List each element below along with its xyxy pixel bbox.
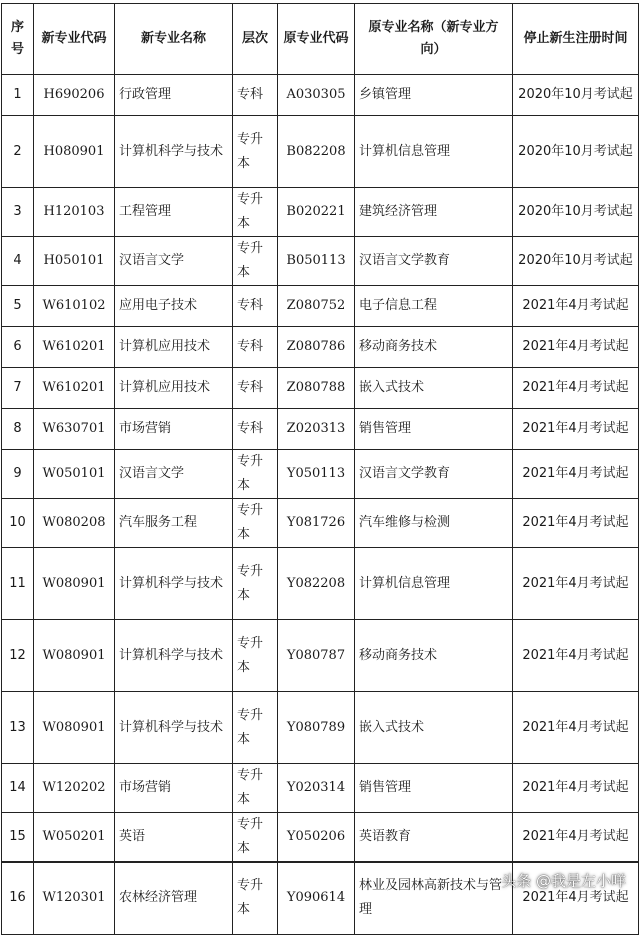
cell-old-code: B020221 [278,188,355,237]
cell-stop-time: 2021年4月考试起 [513,286,639,327]
cell-old-code: Z080786 [278,327,355,368]
cell-old-name: 汽车维修与检测 [355,499,513,548]
cell-new-code: H690206 [34,75,115,116]
cell-index: 10 [2,499,34,548]
cell-level: 专升本 [233,450,278,499]
table-row [2,450,639,499]
cell-index: 6 [2,327,34,368]
cell-new-name: 工程管理 [115,188,233,237]
header-index: 序号 [2,4,34,75]
cell-index: 11 [2,548,34,620]
cell-index: 14 [2,764,34,813]
cell-stop-time: 2021年4月考试起 [513,327,639,368]
cell-level: 专升本 [233,620,278,692]
table-row [2,409,639,450]
header-old-name: 原专业名称（新专业方向） [355,4,513,75]
cell-level: 专升本 [233,116,278,188]
cell-stop-time: 2021年4月考试起 [513,368,639,409]
cell-level: 专升本 [233,188,278,237]
cell-new-code: W050201 [34,813,115,863]
table-header [2,4,639,75]
cell-new-name: 计算机科学与技术 [115,692,233,764]
cell-new-code: W610201 [34,368,115,409]
cell-new-name: 计算机科学与技术 [115,116,233,188]
cell-new-name: 应用电子技术 [115,286,233,327]
cell-level: 专升本 [233,813,278,863]
cell-old-name: 销售管理 [355,409,513,450]
cell-level: 专升本 [233,499,278,548]
table-row [2,499,639,548]
cell-stop-time: 2021年4月考试起 [513,862,639,934]
cell-old-code: Y080787 [278,620,355,692]
cell-index: 1 [2,75,34,116]
cell-stop-time: 2021年4月考试起 [513,620,639,692]
cell-new-name: 市场营销 [115,764,233,813]
table-row [2,75,639,116]
cell-old-name: 乡镇管理 [355,75,513,116]
cell-old-code: A030305 [278,75,355,116]
cell-stop-time: 2021年4月考试起 [513,692,639,764]
cell-new-code: W080901 [34,548,115,620]
cell-old-code: Y050206 [278,813,355,863]
cell-new-name: 计算机应用技术 [115,327,233,368]
cell-level: 专科 [233,327,278,368]
header-new-name: 新专业名称 [115,4,233,75]
table-row [2,764,639,813]
cell-old-name: 销售管理 [355,764,513,813]
cell-new-code: W050101 [34,450,115,499]
header-new-code: 新专业代码 [34,4,115,75]
table-row [2,327,639,368]
cell-level: 专升本 [233,237,278,286]
cell-new-code: H120103 [34,188,115,237]
cell-new-name: 农林经济管理 [115,862,233,934]
cell-stop-time: 2021年4月考试起 [513,499,639,548]
cell-index: 9 [2,450,34,499]
cell-old-code: Z080788 [278,368,355,409]
cell-old-code: B050113 [278,237,355,286]
cell-new-name: 行政管理 [115,75,233,116]
cell-new-code: W080208 [34,499,115,548]
cell-old-name: 林业及园林高新技术与管理 [355,862,513,934]
cell-level: 专升本 [233,548,278,620]
cell-stop-time: 2020年10月考试起 [513,188,639,237]
cell-stop-time: 2020年10月考试起 [513,237,639,286]
cell-index: 15 [2,813,34,863]
cell-stop-time: 2020年10月考试起 [513,75,639,116]
cell-index: 7 [2,368,34,409]
cell-new-name: 汽车服务工程 [115,499,233,548]
cell-old-name: 嵌入式技术 [355,368,513,409]
cell-index: 16 [2,862,34,934]
table-row [2,548,639,620]
cell-new-code: W120202 [34,764,115,813]
cell-stop-time: 2020年10月考试起 [513,116,639,188]
cell-index: 8 [2,409,34,450]
header-old-code: 原专业代码 [278,4,355,75]
cell-stop-time: 2021年4月考试起 [513,764,639,813]
cell-old-code: Z020313 [278,409,355,450]
cell-new-code: W610201 [34,327,115,368]
cell-old-name: 计算机信息管理 [355,116,513,188]
cell-stop-time: 2021年4月考试起 [513,450,639,499]
cell-old-code: Y081726 [278,499,355,548]
cell-old-name: 移动商务技术 [355,620,513,692]
table-row [2,188,639,237]
cell-old-code: Y020314 [278,764,355,813]
header-level: 层次 [233,4,278,75]
cell-old-name: 嵌入式技术 [355,692,513,764]
cell-new-name: 计算机应用技术 [115,368,233,409]
table-row [2,116,639,188]
cell-stop-time: 2021年4月考试起 [513,548,639,620]
cell-stop-time: 2021年4月考试起 [513,813,639,863]
cell-index: 12 [2,620,34,692]
cell-level: 专升本 [233,764,278,813]
cell-level: 专科 [233,286,278,327]
cell-level: 专科 [233,368,278,409]
cell-old-name: 汉语言文学教育 [355,450,513,499]
cell-stop-time: 2021年4月考试起 [513,409,639,450]
header-stop-time: 停止新生注册时间 [513,4,639,75]
cell-index: 13 [2,692,34,764]
cell-old-code: Y090614 [278,862,355,934]
cell-new-code: W080901 [34,692,115,764]
cell-old-code: Y080789 [278,692,355,764]
cell-index: 2 [2,116,34,188]
cell-level: 专升本 [233,692,278,764]
table-row [2,286,639,327]
cell-new-code: W630701 [34,409,115,450]
header-row [2,4,639,75]
cell-new-code: W120301 [34,862,115,934]
cell-old-name: 移动商务技术 [355,327,513,368]
table-row [2,813,639,863]
cell-index: 4 [2,237,34,286]
table-row [2,692,639,764]
major-adjustment-table [1,3,639,935]
cell-old-name: 计算机信息管理 [355,548,513,620]
table-row [2,237,639,286]
table-body [2,75,639,935]
cell-level: 专科 [233,409,278,450]
cell-old-name: 建筑经济管理 [355,188,513,237]
cell-new-name: 汉语言文学 [115,237,233,286]
cell-new-code: H080901 [34,116,115,188]
cell-old-name: 英语教育 [355,813,513,863]
cell-level: 专科 [233,75,278,116]
table-row [2,368,639,409]
cell-old-code: Z080752 [278,286,355,327]
cell-old-code: Y050113 [278,450,355,499]
cell-old-code: Y082208 [278,548,355,620]
cell-old-name: 电子信息工程 [355,286,513,327]
cell-new-code: H050101 [34,237,115,286]
cell-new-name: 市场营销 [115,409,233,450]
cell-old-name: 汉语言文学教育 [355,237,513,286]
cell-new-code: W610102 [34,286,115,327]
cell-index: 5 [2,286,34,327]
watermark-text: 头条 @我是左小咩 [501,872,626,890]
cell-old-code: B082208 [278,116,355,188]
table-row [2,620,639,692]
cell-level: 专升本 [233,862,278,934]
cell-new-name: 汉语言文学 [115,450,233,499]
cell-index: 3 [2,188,34,237]
cell-new-name: 计算机科学与技术 [115,548,233,620]
cell-new-name: 计算机科学与技术 [115,620,233,692]
cell-new-name: 英语 [115,813,233,863]
cell-new-code: W080901 [34,620,115,692]
